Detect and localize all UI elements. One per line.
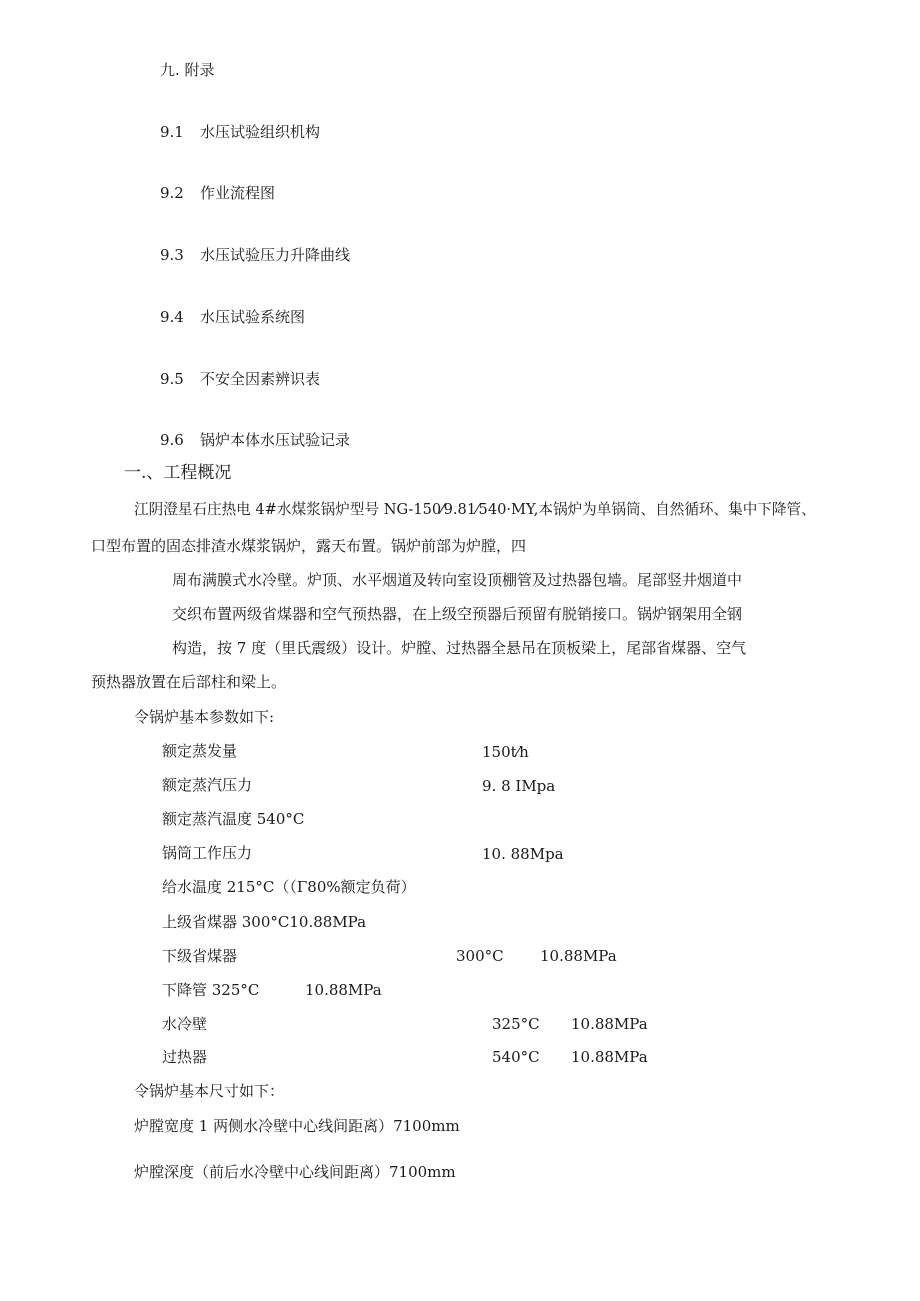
param-value: 10.88MPa [571,1048,648,1066]
param-label: 上级省煤器 300°C10.88MPa [162,913,367,931]
appendix-item-label: 锅炉本体水压试验记录 [200,431,351,449]
appendix-item-label: 水压试验系统图 [200,308,306,326]
param-label: 额定蒸汽压力 [162,776,253,794]
appendix-title: 九. 附录 [160,61,215,79]
overview-line: 构造，按 7 度（里氏震级）设计。炉膛、过热器全悬吊在顶板梁上，尾部省煤器、空气 [172,639,747,657]
appendix-item-num: 9.2 [160,184,184,202]
dims-line: 炉膛深度（前后水冷壁中心线间距离）7100mm [134,1163,456,1181]
params-title: 令锅炉基本参数如下: [134,708,275,726]
param-label: 过热器 [162,1048,208,1066]
param-temp: 300°C [456,947,504,965]
param-label: 下降管 325°C [162,981,260,999]
dims-line: 炉膛宽度 1 两侧水冷壁中心线间距离）7100mm [134,1117,460,1135]
param-label: 额定蒸发量 [162,742,238,760]
appendix-item-num: 9.5 [160,370,184,388]
param-temp: 540°C [492,1048,540,1066]
param-value: 9. 8 IMpa [482,777,556,795]
param-label: 给水温度 215°C（（Γ80%额定负荷） [162,878,416,896]
param-value: 10. 88Mpa [482,845,564,863]
appendix-item-label: 水压试验压力升降曲线 [200,246,351,264]
overview-line: 预热器放置在后部柱和梁上。 [91,673,287,691]
param-value: 10.88MPa [305,981,382,999]
appendix-item-label: 水压试验组织机构 [200,123,321,141]
param-value: 10.88MPa [571,1015,648,1033]
appendix-item-num: 9.4 [160,308,184,326]
appendix-item-num: 9.1 [160,123,184,141]
param-label: 额定蒸汽温度 540°C [162,810,305,828]
param-label: 下级省煤器 [162,947,238,965]
param-label: 锅筒工作压力 [162,844,253,862]
section-heading: 一.、工程概况 [124,463,232,483]
overview-line: 口型布置的固态排渣水煤浆锅炉，露天布置。锅炉前部为炉膛，四 [91,537,527,555]
param-value: 10.88MPa [540,947,617,965]
appendix-item-num: 9.6 [160,431,184,449]
appendix-item-label: 作业流程图 [200,184,276,202]
overview-line: 交织布置两级省煤器和空气预热器，在上级空预器后预留有脱销接口。锅炉钢架用全钢 [172,605,743,623]
appendix-item-num: 9.3 [160,246,184,264]
param-temp: 325°C [492,1015,540,1033]
appendix-item-label: 不安全因素辨识表 [200,370,321,388]
overview-line: 周布满膜式水冷壁。炉顶、水平烟道及转向室设顶棚管及过热器包墙。尾部竖井烟道中 [172,571,743,589]
dims-title: 令锅炉基本尺寸如下： [134,1082,285,1100]
overview-line: 江阴澄星石庄热电 4#水煤浆锅炉型号 NG-150⁄9.81⁄540·MY,本锅炉为单锅筒、自然循环、集中下降管、 [134,501,816,518]
param-label: 水冷壁 [162,1015,208,1033]
param-value: 150t⁄h [482,743,529,761]
